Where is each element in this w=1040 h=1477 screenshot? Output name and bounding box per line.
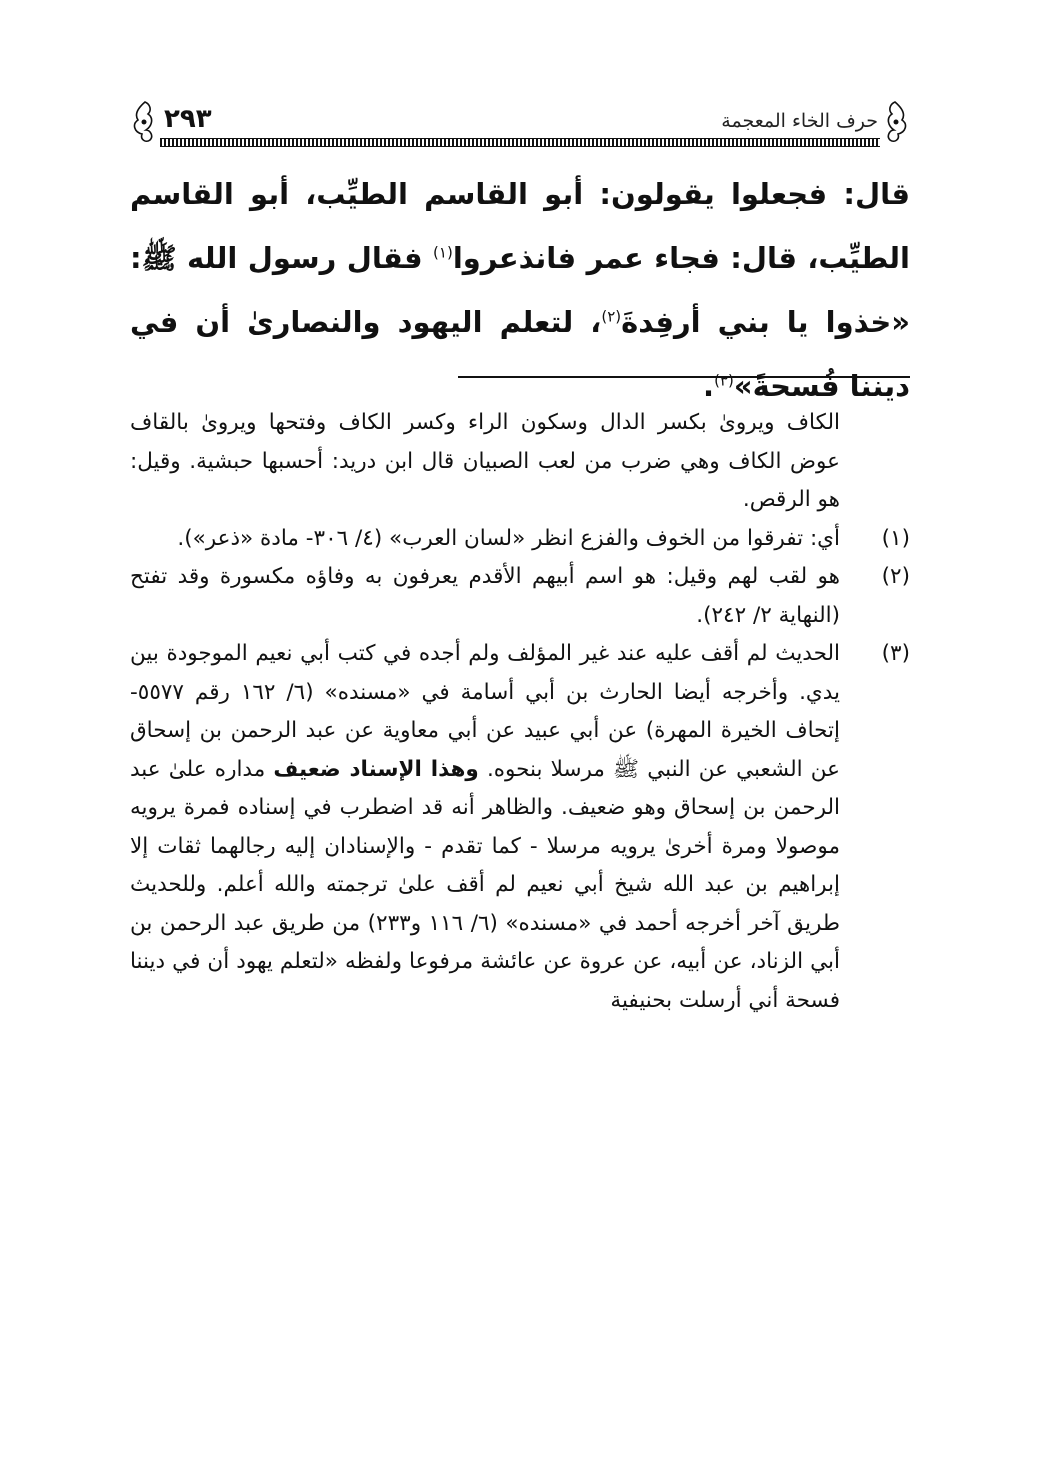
footnotes [130,404,910,1020]
footnote-number: (١) [881,525,910,551]
main-paragraph [130,162,910,418]
page-header [130,100,910,148]
footnote-text: هو لقب لهم وقيل: هو اسم أبيهم الأقدم يعرفون به وفاؤه مكسورة وقد تفتح (النهاية ٢/ ٢٤٢). [130,564,840,628]
footnote-number: (٣) [881,641,910,666]
footnote-ref[interactable]: (٢) [601,307,622,326]
floral-ornament-icon [880,100,910,144]
main-text [130,162,910,418]
footnote-text: أي: تفرقوا من الخوف والفزع انظر «لسان العرب» (٤/ ٣٠٦- مادة «ذعر»). [177,525,840,551]
main-text-part: . [703,369,715,403]
page-number: ٢٩٣ [164,104,212,134]
main-text-part: قال: فجعلوا يقولون: أبو القاسم الطيِّب، أبو القاسم الطيِّب، قال: فجاء عمر فانذعروا [130,177,910,275]
footnote [130,558,910,635]
footnote-ref[interactable]: (٣) [714,371,734,390]
floral-ornament-icon [130,100,160,144]
main-text-part: فقال رسول الله ﷺ: «خذوا يا بني أرفِدةَ [130,241,910,339]
footnote-text-part: الحديث لم أقف عليه عند غير المؤلف ولم أجده في كتب أبي نعيم الموجودة بين يدي. وأخرجه أيضا الحارث بن أبي أسامة في «مسنده» (٦/ ١٦٢ رقم ٥٥٧٧- إتحاف الخيرة المهرة) عن أبي عبيد عن أبي معاوية عن عبد الرحمن بن إسحاق عن الشعبي عن النبي ﷺ مرسلا بنحوه. [130,641,841,782]
footnote-text [130,635,840,1020]
footnote-text-part: مداره علىٰ عبد الرحمن بن إسحاق وهو ضعيف. والظاهر أنه قد اضطرب في إسناده فمرة يرويه موصولا ومرة أخرىٰ يرويه مرسلا - كما تقدم - والإسنادان إليه رجالهما ثقات إلا إبراهيم بن عبد الله شيخ أبي نعيم لم أقف علىٰ ترجمته والله أعلم. وللحديث طريق آخر أخرجه أحمد في «مسنده» (٦/ ١١٦ و٢٣٣) من طريق عبد الرحمن بن أبي الزناد، عن أبيه، عن عروة عن عائشة مرفوعا ولفظه «لتعلم يهود أن في ديننا فسحة أني أرسلت بحنيفية [130,756,841,1013]
footnote-ref[interactable]: (١) [433,243,453,262]
footnote-number: (٢) [881,564,910,589]
footnote [130,635,910,1020]
footnote-divider [458,376,910,378]
footnote-bold-text: وهذا الإسناد ضعيف [273,756,479,782]
footnote-continuation: الكاف ويروىٰ بكسر الدال وسكون الراء وكسر الكاف وفتحها ويروىٰ بالقاف عوض الكاف وهي ضرب من لعب الصبيان قال ابن دريد: أحسبها حبشية. وقيل: هو الرقص. [130,410,840,512]
chapter-title: حرف الخاء المعجمة [721,110,878,132]
footnote [130,520,910,559]
header-rule [160,138,880,147]
main-text-part: ، لتعلم اليهود والنصارىٰ أن في ديننا فُسحةً» [130,305,910,403]
